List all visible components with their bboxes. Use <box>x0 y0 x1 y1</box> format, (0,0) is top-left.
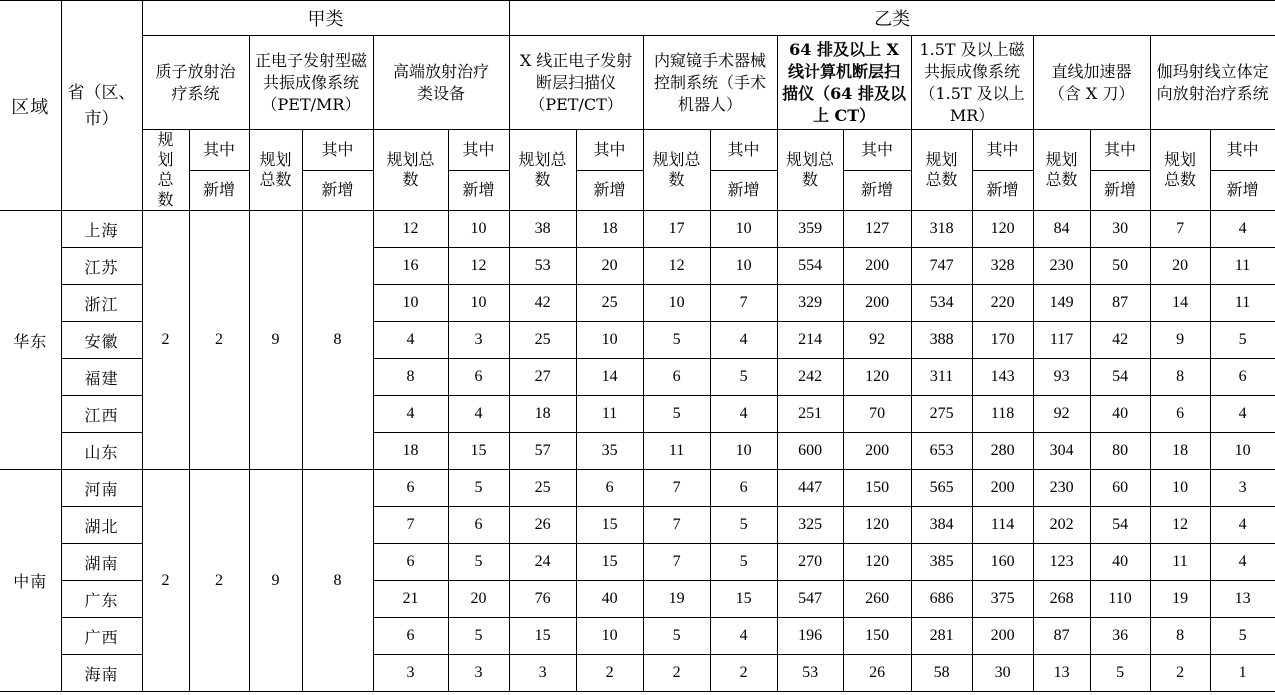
header-row-equipment <box>0 36 1275 130</box>
value-cell: 53 <box>777 655 843 692</box>
value-cell: 242 <box>777 359 843 396</box>
value-cell: 5 <box>643 618 710 655</box>
value-cell: 230 <box>1033 470 1090 507</box>
value-cell: 87 <box>1033 618 1090 655</box>
value-cell: 4 <box>710 322 777 359</box>
value-cell: 20 <box>1150 248 1210 285</box>
value-cell: 388 <box>911 322 972 359</box>
value-cell: 7 <box>643 544 710 581</box>
equipment-header-surgical-robot: 内窥镜手术器械控制系统（手术机器人） <box>643 36 777 130</box>
value-cell: 5 <box>710 507 777 544</box>
table-row <box>0 211 1275 248</box>
value-cell: 149 <box>1033 285 1090 322</box>
value-cell: 92 <box>1033 396 1090 433</box>
value-cell: 6 <box>373 544 448 581</box>
value-cell: 57 <box>509 433 576 470</box>
merged-value-cell: 2 <box>142 470 189 692</box>
value-cell: 6 <box>1150 396 1210 433</box>
value-cell: 554 <box>777 248 843 285</box>
merged-value-cell: 2 <box>142 211 189 470</box>
value-cell: 42 <box>509 285 576 322</box>
value-cell: 120 <box>972 211 1033 248</box>
of-which-header: 其中 <box>710 130 777 171</box>
value-cell: 3 <box>448 655 509 692</box>
value-cell: 26 <box>509 507 576 544</box>
value-cell: 50 <box>1090 248 1150 285</box>
value-cell: 118 <box>972 396 1033 433</box>
value-cell: 6 <box>643 359 710 396</box>
value-cell: 10 <box>373 285 448 322</box>
value-cell: 21 <box>373 581 448 618</box>
value-cell: 84 <box>1033 211 1090 248</box>
value-cell: 35 <box>576 433 643 470</box>
planned-total-header: 规划总数 <box>373 130 448 211</box>
value-cell: 18 <box>576 211 643 248</box>
value-cell: 747 <box>911 248 972 285</box>
value-cell: 87 <box>1090 285 1150 322</box>
of-which-header: 其中 <box>189 130 249 171</box>
value-cell: 11 <box>1210 285 1275 322</box>
value-cell: 11 <box>1150 544 1210 581</box>
value-cell: 304 <box>1033 433 1090 470</box>
value-cell: 17 <box>643 211 710 248</box>
value-cell: 150 <box>843 618 911 655</box>
equipment-header-high-end-radiotherapy: 高端放射治疗类设备 <box>373 36 509 130</box>
merged-value-cell: 2 <box>189 470 249 692</box>
value-cell: 2 <box>1150 655 1210 692</box>
value-cell: 110 <box>1090 581 1150 618</box>
value-cell: 5 <box>448 544 509 581</box>
value-cell: 7 <box>643 470 710 507</box>
value-cell: 7 <box>710 285 777 322</box>
value-cell: 30 <box>972 655 1033 692</box>
value-cell: 6 <box>448 359 509 396</box>
value-cell: 280 <box>972 433 1033 470</box>
province-cell: 江苏 <box>61 248 142 285</box>
value-cell: 5 <box>1090 655 1150 692</box>
value-cell: 281 <box>911 618 972 655</box>
of-which-header: 其中 <box>448 130 509 171</box>
value-cell: 20 <box>448 581 509 618</box>
value-cell: 10 <box>1210 433 1275 470</box>
value-cell: 42 <box>1090 322 1150 359</box>
value-cell: 25 <box>509 470 576 507</box>
of-which-header: 其中 <box>576 130 643 171</box>
value-cell: 260 <box>843 581 911 618</box>
value-cell: 27 <box>509 359 576 396</box>
province-cell: 广东 <box>61 581 142 618</box>
value-cell: 12 <box>373 211 448 248</box>
value-cell: 10 <box>576 618 643 655</box>
value-cell: 200 <box>972 470 1033 507</box>
value-cell: 447 <box>777 470 843 507</box>
value-cell: 4 <box>710 618 777 655</box>
new-added-header: 新增 <box>302 170 373 211</box>
value-cell: 200 <box>843 285 911 322</box>
value-cell: 120 <box>843 359 911 396</box>
value-cell: 10 <box>643 285 710 322</box>
of-which-header: 其中 <box>843 130 911 171</box>
value-cell: 200 <box>843 433 911 470</box>
value-cell: 270 <box>777 544 843 581</box>
value-cell: 54 <box>1090 507 1150 544</box>
class-a-header: 甲类 <box>142 1 509 36</box>
value-cell: 10 <box>576 322 643 359</box>
province-cell: 湖北 <box>61 507 142 544</box>
value-cell: 7 <box>1150 211 1210 248</box>
new-added-header: 新增 <box>189 170 249 211</box>
of-which-header: 其中 <box>302 130 373 171</box>
value-cell: 1 <box>1210 655 1275 692</box>
merged-value-cell: 9 <box>249 470 302 692</box>
new-added-header: 新增 <box>448 170 509 211</box>
value-cell: 359 <box>777 211 843 248</box>
value-cell: 268 <box>1033 581 1090 618</box>
value-cell: 318 <box>911 211 972 248</box>
value-cell: 4 <box>448 396 509 433</box>
value-cell: 114 <box>972 507 1033 544</box>
province-cell: 广西 <box>61 618 142 655</box>
value-cell: 70 <box>843 396 911 433</box>
value-cell: 58 <box>911 655 972 692</box>
value-cell: 127 <box>843 211 911 248</box>
value-cell: 10 <box>710 248 777 285</box>
equipment-header-linac: 直线加速器（含 X 刀） <box>1033 36 1150 130</box>
value-cell: 6 <box>576 470 643 507</box>
planned-total-header: 规划总数 <box>1033 130 1090 211</box>
value-cell: 60 <box>1090 470 1150 507</box>
value-cell: 80 <box>1090 433 1150 470</box>
value-cell: 202 <box>1033 507 1090 544</box>
value-cell: 311 <box>911 359 972 396</box>
value-cell: 5 <box>1210 618 1275 655</box>
value-cell: 123 <box>1033 544 1090 581</box>
value-cell: 2 <box>643 655 710 692</box>
value-cell: 4 <box>710 396 777 433</box>
value-cell: 7 <box>643 507 710 544</box>
value-cell: 2 <box>576 655 643 692</box>
value-cell: 11 <box>643 433 710 470</box>
value-cell: 40 <box>1090 396 1150 433</box>
region-cell: 华东 <box>0 211 61 470</box>
header-row-sub-a <box>0 130 1275 171</box>
value-cell: 92 <box>843 322 911 359</box>
planned-total-header: 规划总数 <box>643 130 710 211</box>
province-cell: 海南 <box>61 655 142 692</box>
value-cell: 18 <box>373 433 448 470</box>
value-cell: 150 <box>843 470 911 507</box>
value-cell: 120 <box>843 544 911 581</box>
value-cell: 38 <box>509 211 576 248</box>
value-cell: 160 <box>972 544 1033 581</box>
value-cell: 14 <box>576 359 643 396</box>
value-cell: 20 <box>576 248 643 285</box>
value-cell: 16 <box>373 248 448 285</box>
province-cell: 湖南 <box>61 544 142 581</box>
planned-total-header: 规划总数 <box>509 130 576 211</box>
value-cell: 11 <box>576 396 643 433</box>
value-cell: 170 <box>972 322 1033 359</box>
region-header: 区域 <box>0 1 61 211</box>
new-added-header: 新增 <box>1090 170 1150 211</box>
new-added-header: 新增 <box>576 170 643 211</box>
value-cell: 547 <box>777 581 843 618</box>
new-added-header: 新增 <box>1210 170 1275 211</box>
equipment-header-ct64: 64 排及以上 X 线计算机断层扫描仪（64 排及以上 CT） <box>777 36 911 130</box>
province-cell: 江西 <box>61 396 142 433</box>
value-cell: 5 <box>448 618 509 655</box>
value-cell: 4 <box>1210 544 1275 581</box>
value-cell: 14 <box>1150 285 1210 322</box>
value-cell: 6 <box>710 470 777 507</box>
value-cell: 200 <box>843 248 911 285</box>
value-cell: 329 <box>777 285 843 322</box>
value-cell: 93 <box>1033 359 1090 396</box>
value-cell: 10 <box>448 285 509 322</box>
province-cell: 安徽 <box>61 322 142 359</box>
value-cell: 4 <box>373 322 448 359</box>
value-cell: 5 <box>448 470 509 507</box>
region-cell: 中南 <box>0 470 61 692</box>
value-cell: 3 <box>509 655 576 692</box>
province-cell: 上海 <box>61 211 142 248</box>
value-cell: 19 <box>1150 581 1210 618</box>
equipment-header-proton: 质子放射治疗系统 <box>142 36 249 130</box>
value-cell: 40 <box>576 581 643 618</box>
planned-total-header: 规划总数 <box>777 130 843 211</box>
value-cell: 15 <box>448 433 509 470</box>
planned-total-header: 规划总数 <box>1150 130 1210 211</box>
value-cell: 18 <box>1150 433 1210 470</box>
new-added-header: 新增 <box>972 170 1033 211</box>
value-cell: 54 <box>1090 359 1150 396</box>
province-cell: 福建 <box>61 359 142 396</box>
value-cell: 10 <box>448 211 509 248</box>
merged-value-cell: 9 <box>249 211 302 470</box>
value-cell: 565 <box>911 470 972 507</box>
value-cell: 4 <box>1210 396 1275 433</box>
value-cell: 15 <box>576 544 643 581</box>
merged-value-cell: 2 <box>189 211 249 470</box>
value-cell: 8 <box>373 359 448 396</box>
table-row <box>0 470 1275 507</box>
value-cell: 3 <box>373 655 448 692</box>
equipment-header-mr15t: 1.5T 及以上磁共振成像系统（1.5T 及以上 MR） <box>911 36 1033 130</box>
value-cell: 4 <box>1210 507 1275 544</box>
value-cell: 8 <box>1150 359 1210 396</box>
value-cell: 40 <box>1090 544 1150 581</box>
value-cell: 13 <box>1210 581 1275 618</box>
merged-value-cell: 8 <box>302 211 373 470</box>
value-cell: 5 <box>710 544 777 581</box>
value-cell: 12 <box>448 248 509 285</box>
value-cell: 120 <box>843 507 911 544</box>
province-cell: 河南 <box>61 470 142 507</box>
of-which-header: 其中 <box>1210 130 1275 171</box>
value-cell: 214 <box>777 322 843 359</box>
value-cell: 196 <box>777 618 843 655</box>
value-cell: 12 <box>643 248 710 285</box>
value-cell: 117 <box>1033 322 1090 359</box>
of-which-header: 其中 <box>1090 130 1150 171</box>
value-cell: 325 <box>777 507 843 544</box>
value-cell: 30 <box>1090 211 1150 248</box>
equipment-header-gamma-knife: 伽玛射线立体定向放射治疗系统 <box>1150 36 1275 130</box>
value-cell: 24 <box>509 544 576 581</box>
value-cell: 26 <box>843 655 911 692</box>
value-cell: 5 <box>643 396 710 433</box>
value-cell: 220 <box>972 285 1033 322</box>
value-cell: 4 <box>373 396 448 433</box>
province-header: 省（区、市） <box>61 1 142 211</box>
value-cell: 5 <box>710 359 777 396</box>
value-cell: 2 <box>710 655 777 692</box>
value-cell: 36 <box>1090 618 1150 655</box>
value-cell: 230 <box>1033 248 1090 285</box>
class-b-header: 乙类 <box>509 1 1275 36</box>
value-cell: 686 <box>911 581 972 618</box>
equipment-header-petmr: 正电子发射型磁共振成像系统（PET/MR） <box>249 36 373 130</box>
value-cell: 384 <box>911 507 972 544</box>
province-cell: 浙江 <box>61 285 142 322</box>
planned-total-header: 规划总数 <box>249 130 302 211</box>
province-cell: 山东 <box>61 433 142 470</box>
value-cell: 385 <box>911 544 972 581</box>
value-cell: 53 <box>509 248 576 285</box>
value-cell: 6 <box>1210 359 1275 396</box>
value-cell: 10 <box>1150 470 1210 507</box>
value-cell: 143 <box>972 359 1033 396</box>
value-cell: 25 <box>509 322 576 359</box>
value-cell: 275 <box>911 396 972 433</box>
merged-value-cell: 8 <box>302 470 373 692</box>
value-cell: 6 <box>373 470 448 507</box>
new-added-header: 新增 <box>710 170 777 211</box>
value-cell: 12 <box>1150 507 1210 544</box>
value-cell: 15 <box>509 618 576 655</box>
value-cell: 3 <box>448 322 509 359</box>
value-cell: 200 <box>972 618 1033 655</box>
value-cell: 9 <box>1150 322 1210 359</box>
value-cell: 15 <box>576 507 643 544</box>
value-cell: 10 <box>710 211 777 248</box>
value-cell: 11 <box>1210 248 1275 285</box>
value-cell: 76 <box>509 581 576 618</box>
value-cell: 5 <box>1210 322 1275 359</box>
value-cell: 7 <box>373 507 448 544</box>
value-cell: 19 <box>643 581 710 618</box>
value-cell: 4 <box>1210 211 1275 248</box>
value-cell: 375 <box>972 581 1033 618</box>
value-cell: 6 <box>373 618 448 655</box>
value-cell: 5 <box>643 322 710 359</box>
value-cell: 15 <box>710 581 777 618</box>
value-cell: 653 <box>911 433 972 470</box>
new-added-header: 新增 <box>843 170 911 211</box>
value-cell: 534 <box>911 285 972 322</box>
value-cell: 251 <box>777 396 843 433</box>
value-cell: 25 <box>576 285 643 322</box>
value-cell: 10 <box>710 433 777 470</box>
equipment-header-petct: X 线正电子发射断层扫描仪（PET/CT） <box>509 36 643 130</box>
value-cell: 18 <box>509 396 576 433</box>
value-cell: 13 <box>1033 655 1090 692</box>
value-cell: 600 <box>777 433 843 470</box>
value-cell: 6 <box>448 507 509 544</box>
value-cell: 3 <box>1210 470 1275 507</box>
header-row-class <box>0 1 1275 36</box>
of-which-header: 其中 <box>972 130 1033 171</box>
value-cell: 8 <box>1150 618 1210 655</box>
value-cell: 328 <box>972 248 1033 285</box>
planned-total-header: 规划总数 <box>142 130 189 211</box>
planned-total-header: 规划总数 <box>911 130 972 211</box>
